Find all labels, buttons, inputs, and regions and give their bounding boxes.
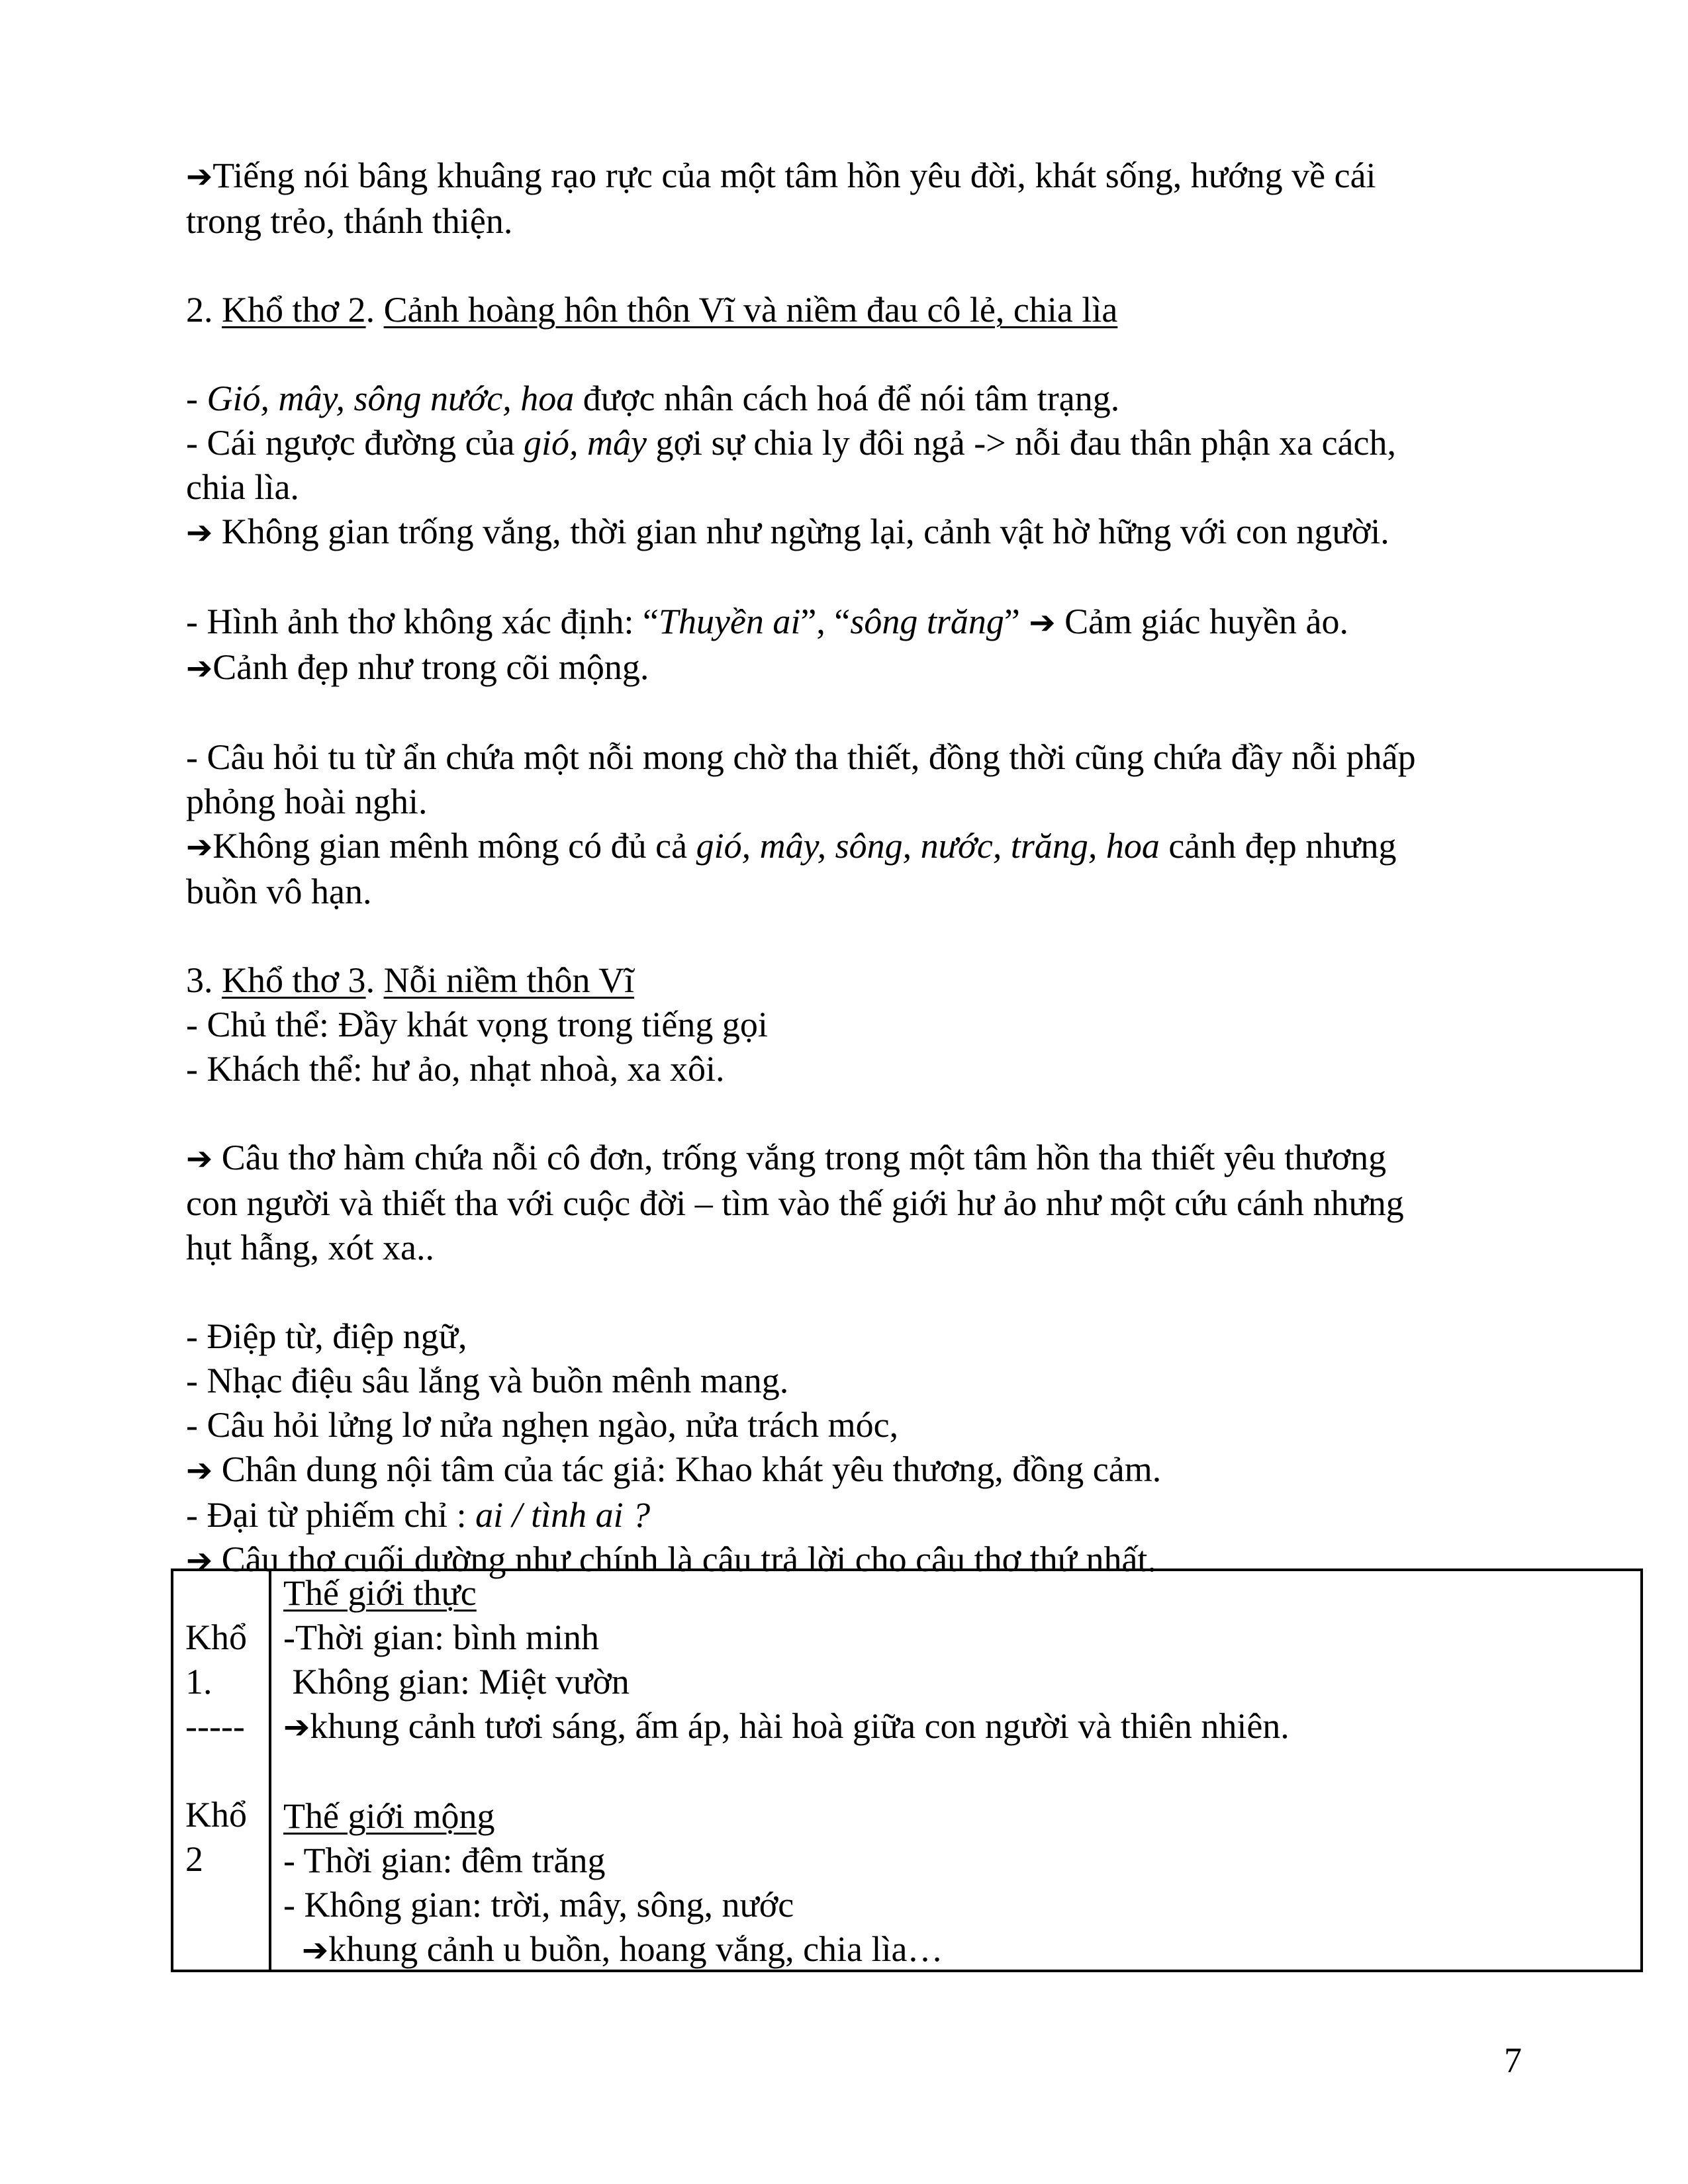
page-number: 7 [1504, 2040, 1522, 2080]
bullet-rhetorical-question: - Câu hỏi tu từ ẩn chứa một nỗi mong chờ tha thiết, đồng thời cũng chứa đầy nỗi phấp phỏng hoài nghi. [186, 737, 1416, 821]
bullet-repetition: - Điệp từ, điệp ngữ, [186, 1316, 467, 1356]
comparison-table [171, 1569, 1643, 1972]
table-line: - Không gian: trời, mây, sông, nước [283, 1885, 794, 1925]
bullet-subject: - Chủ thể: Đầy khát vọng trong tiếng gọi [186, 1005, 768, 1044]
arrow-icon: ➔ [186, 1452, 213, 1489]
table-left-cell: 1. [185, 1662, 212, 1702]
arrow-line-vast-space: ➔Không gian mênh mông có đủ cả gió, mây, sông, nước, trăng, hoa cảnh đẹp nhưng buồn vô hạn. [186, 826, 1397, 911]
table-left-cell: Khổ [185, 1795, 247, 1835]
real-world-heading: Thế giới thực [283, 1573, 477, 1613]
table-left-column [173, 1571, 271, 1970]
arrow-paragraph-loneliness: ➔ Câu thơ hàm chứa nỗi cô đơn, trống vắng trong một tâm hồn tha thiết yêu thương con người và thiết tha với cuộc đời – tìm vào thế giới hư ảo như một cứu cánh nhưng hụt hẫng, xót xa.. [186, 1138, 1404, 1267]
document-body [186, 154, 1517, 1583]
arrow-icon: ➔ [186, 829, 213, 866]
table-line: ➔khung cảnh tươi sáng, ấm áp, hài hoà giữa con người và thiên nhiên. [283, 1706, 1289, 1746]
bullet-images: - Hình ảnh thơ không xác định: “Thuyền ai”, “sông trăng” ➔ Cảm giác huyền ảo. [186, 602, 1348, 641]
arrow-icon: ➔ [283, 1709, 310, 1746]
arrow-line-space: ➔ Không gian trống vắng, thời gian như ngừng lại, cảnh vật hờ hững với con người. [186, 512, 1389, 551]
section-heading-2: 2. Khổ thơ 2. Cảnh hoàng hôn thôn Vĩ và niềm đau cô lẻ, chia lìa [186, 290, 1118, 330]
bullet-wind-cloud: - Cái ngược đường của gió, mây gợi sự chia ly đôi ngả -> nỗi đau thân phận xa cách, chia lìa. [186, 423, 1396, 507]
bullet-object: - Khách thể: hư ảo, nhạt nhoà, xa xôi. [186, 1049, 725, 1089]
arrow-line-dream: ➔Cảnh đẹp như trong cõi mộng. [186, 647, 649, 687]
arrow-line-last-verse: ➔ Câu thơ cuối dường như chính là câu trả lời cho câu thơ thứ nhất. [186, 1539, 1156, 1579]
arrow-icon: ➔ [186, 158, 213, 195]
table-line: - Thời gian: đêm trăng [283, 1841, 606, 1880]
arrow-icon: ➔ [186, 514, 213, 551]
arrow-icon: ➔ [186, 1542, 213, 1579]
section-heading-3: 3. Khổ thơ 3. Nỗi niềm thôn Vĩ [186, 960, 635, 1000]
arrow-icon: ➔ [186, 1140, 213, 1177]
dream-world-heading: Thế giới mộng [283, 1796, 495, 1836]
table-left-cell: Khổ [185, 1617, 247, 1657]
table-right-column [271, 1571, 1640, 1970]
table-left-cell: ----- [185, 1706, 245, 1746]
arrow-icon: ➔ [1029, 604, 1056, 641]
arrow-line-portrait: ➔ Chân dung nội tâm của tác giả: Khao khát yêu thương, đồng cảm. [186, 1449, 1162, 1489]
arrow-icon: ➔ [186, 650, 213, 687]
bullet-pronoun: - Đại từ phiếm chỉ : ai / tình ai ? [186, 1495, 651, 1535]
bullet-personification: - Gió, mây, sông nước, hoa được nhân cách hoá để nói tâm trạng. [186, 379, 1120, 418]
table-line: Không gian: Miệt vườn [283, 1662, 630, 1702]
table-left-cell: 2 [185, 1839, 203, 1879]
table-line: ➔khung cảnh u buồn, hoang vắng, chia lìa… [302, 1929, 943, 1969]
table-line: -Thời gian: bình minh [283, 1617, 600, 1657]
bullet-rhythm: - Nhạc điệu sâu lắng và buồn mênh mang. [186, 1361, 789, 1400]
arrow-icon: ➔ [302, 1932, 329, 1969]
bullet-question: - Câu hỏi lửng lơ nửa nghẹn ngào, nửa trách móc, [186, 1405, 899, 1445]
table-left-cell [185, 1749, 269, 1793]
paragraph-intro-conclusion: ➔Tiếng nói bâng khuâng rạo rực của một tâm hồn yêu đời, khát sống, hướng về cái trong trẻo, thánh thiện. [186, 156, 1376, 241]
